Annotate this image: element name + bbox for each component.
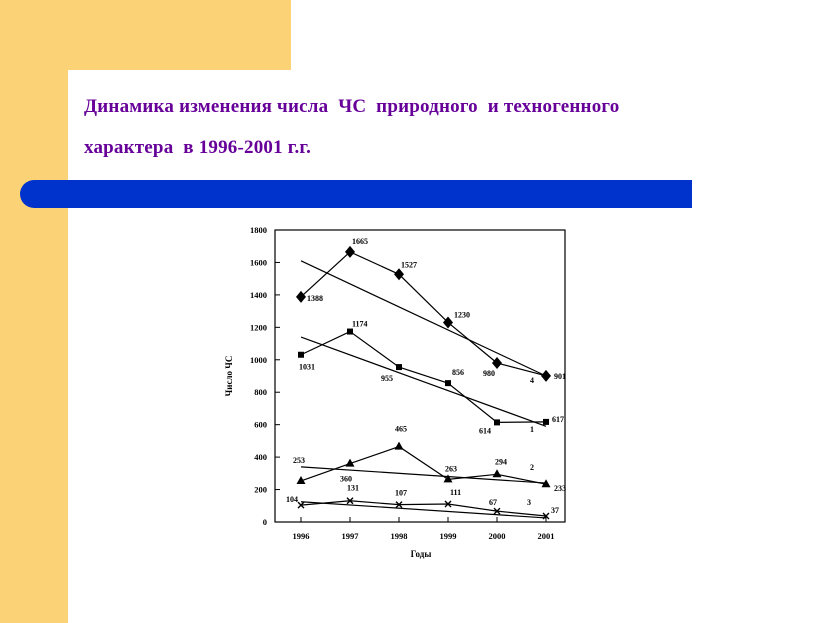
x-tick-label: 1996 [292, 531, 310, 541]
data-label: 37 [551, 505, 559, 515]
data-label: 980 [483, 369, 495, 379]
data-label: 617 [552, 414, 564, 424]
square-marker [298, 352, 304, 358]
data-label: 901 [554, 371, 566, 381]
square-marker [494, 419, 500, 425]
trend-line-1 [301, 337, 546, 426]
diamond-marker [345, 246, 355, 258]
data-label: 1174 [352, 319, 368, 329]
y-tick-label: 0 [262, 517, 267, 527]
trend-lines [301, 261, 546, 518]
data-label: 955 [381, 374, 393, 384]
square-marker [347, 329, 353, 335]
data-label: 360 [340, 474, 352, 484]
plot-frame [275, 230, 565, 522]
x-axis-label: Годы [410, 549, 432, 559]
line-chart [215, 222, 585, 567]
data-label: 253 [293, 455, 305, 465]
data-label: 614 [479, 426, 491, 436]
data-label: 131 [347, 483, 359, 493]
data-label: 263 [445, 464, 457, 474]
y-tick-label: 800 [254, 387, 267, 398]
data-label: 233 [554, 484, 566, 494]
x-tick-label: 2001 [537, 531, 555, 541]
data-label: 104 [286, 495, 298, 505]
y-axis-label: Число ЧС [224, 355, 234, 397]
series-line-3 [301, 501, 546, 516]
series-name-label: 3 [527, 497, 531, 507]
x-tick-label: 1999 [439, 531, 457, 541]
square-marker [396, 364, 402, 370]
y-tick-label: 1400 [250, 289, 267, 300]
data-label: 1527 [401, 260, 417, 270]
series-line-1 [301, 332, 546, 423]
data-label: 294 [495, 457, 507, 467]
x-tick-label: 2000 [488, 531, 506, 541]
data-label: 465 [395, 424, 407, 434]
slide-title-line-2: характера в 1996-2001 г.г. [84, 137, 312, 158]
triangle-marker [395, 442, 404, 450]
square-marker [543, 419, 549, 425]
x-tick-label: 1997 [341, 531, 359, 541]
x-tick-label: 1998 [390, 531, 408, 541]
title-divider-bar [20, 180, 692, 208]
data-label: 107 [395, 488, 407, 498]
series-lines [301, 252, 546, 516]
data-label: 1031 [299, 362, 315, 372]
square-marker [445, 380, 451, 386]
y-tick-label: 600 [254, 419, 267, 430]
trend-line-2 [301, 467, 546, 483]
series-name-label: 2 [530, 463, 534, 473]
chart-axes [250, 225, 565, 541]
y-tick-label: 1800 [250, 225, 267, 235]
triangle-marker [444, 474, 453, 482]
data-label: 1230 [454, 310, 470, 320]
slide-title-line-1: Динамика изменения числа ЧС природного и техногенного [84, 96, 620, 117]
top-accent-panel [0, 0, 291, 70]
series-name-label: 4 [530, 375, 534, 385]
y-tick-label: 200 [254, 484, 267, 495]
data-label: 111 [450, 487, 462, 497]
data-label: 856 [452, 368, 464, 378]
diamond-marker [541, 370, 551, 382]
data-label: 67 [489, 498, 497, 508]
series-line-2 [301, 447, 546, 485]
y-tick-label: 1000 [250, 354, 267, 365]
left-accent-panel [0, 0, 68, 623]
diamond-marker [492, 357, 502, 369]
series-name-label: 1 [530, 424, 534, 434]
y-tick-label: 400 [254, 452, 267, 463]
data-label: 1665 [352, 236, 368, 246]
triangle-marker [493, 469, 502, 477]
diamond-marker [296, 291, 306, 303]
data-label: 1388 [307, 293, 323, 303]
y-tick-label: 1200 [250, 322, 267, 333]
y-tick-label: 1600 [250, 257, 267, 268]
